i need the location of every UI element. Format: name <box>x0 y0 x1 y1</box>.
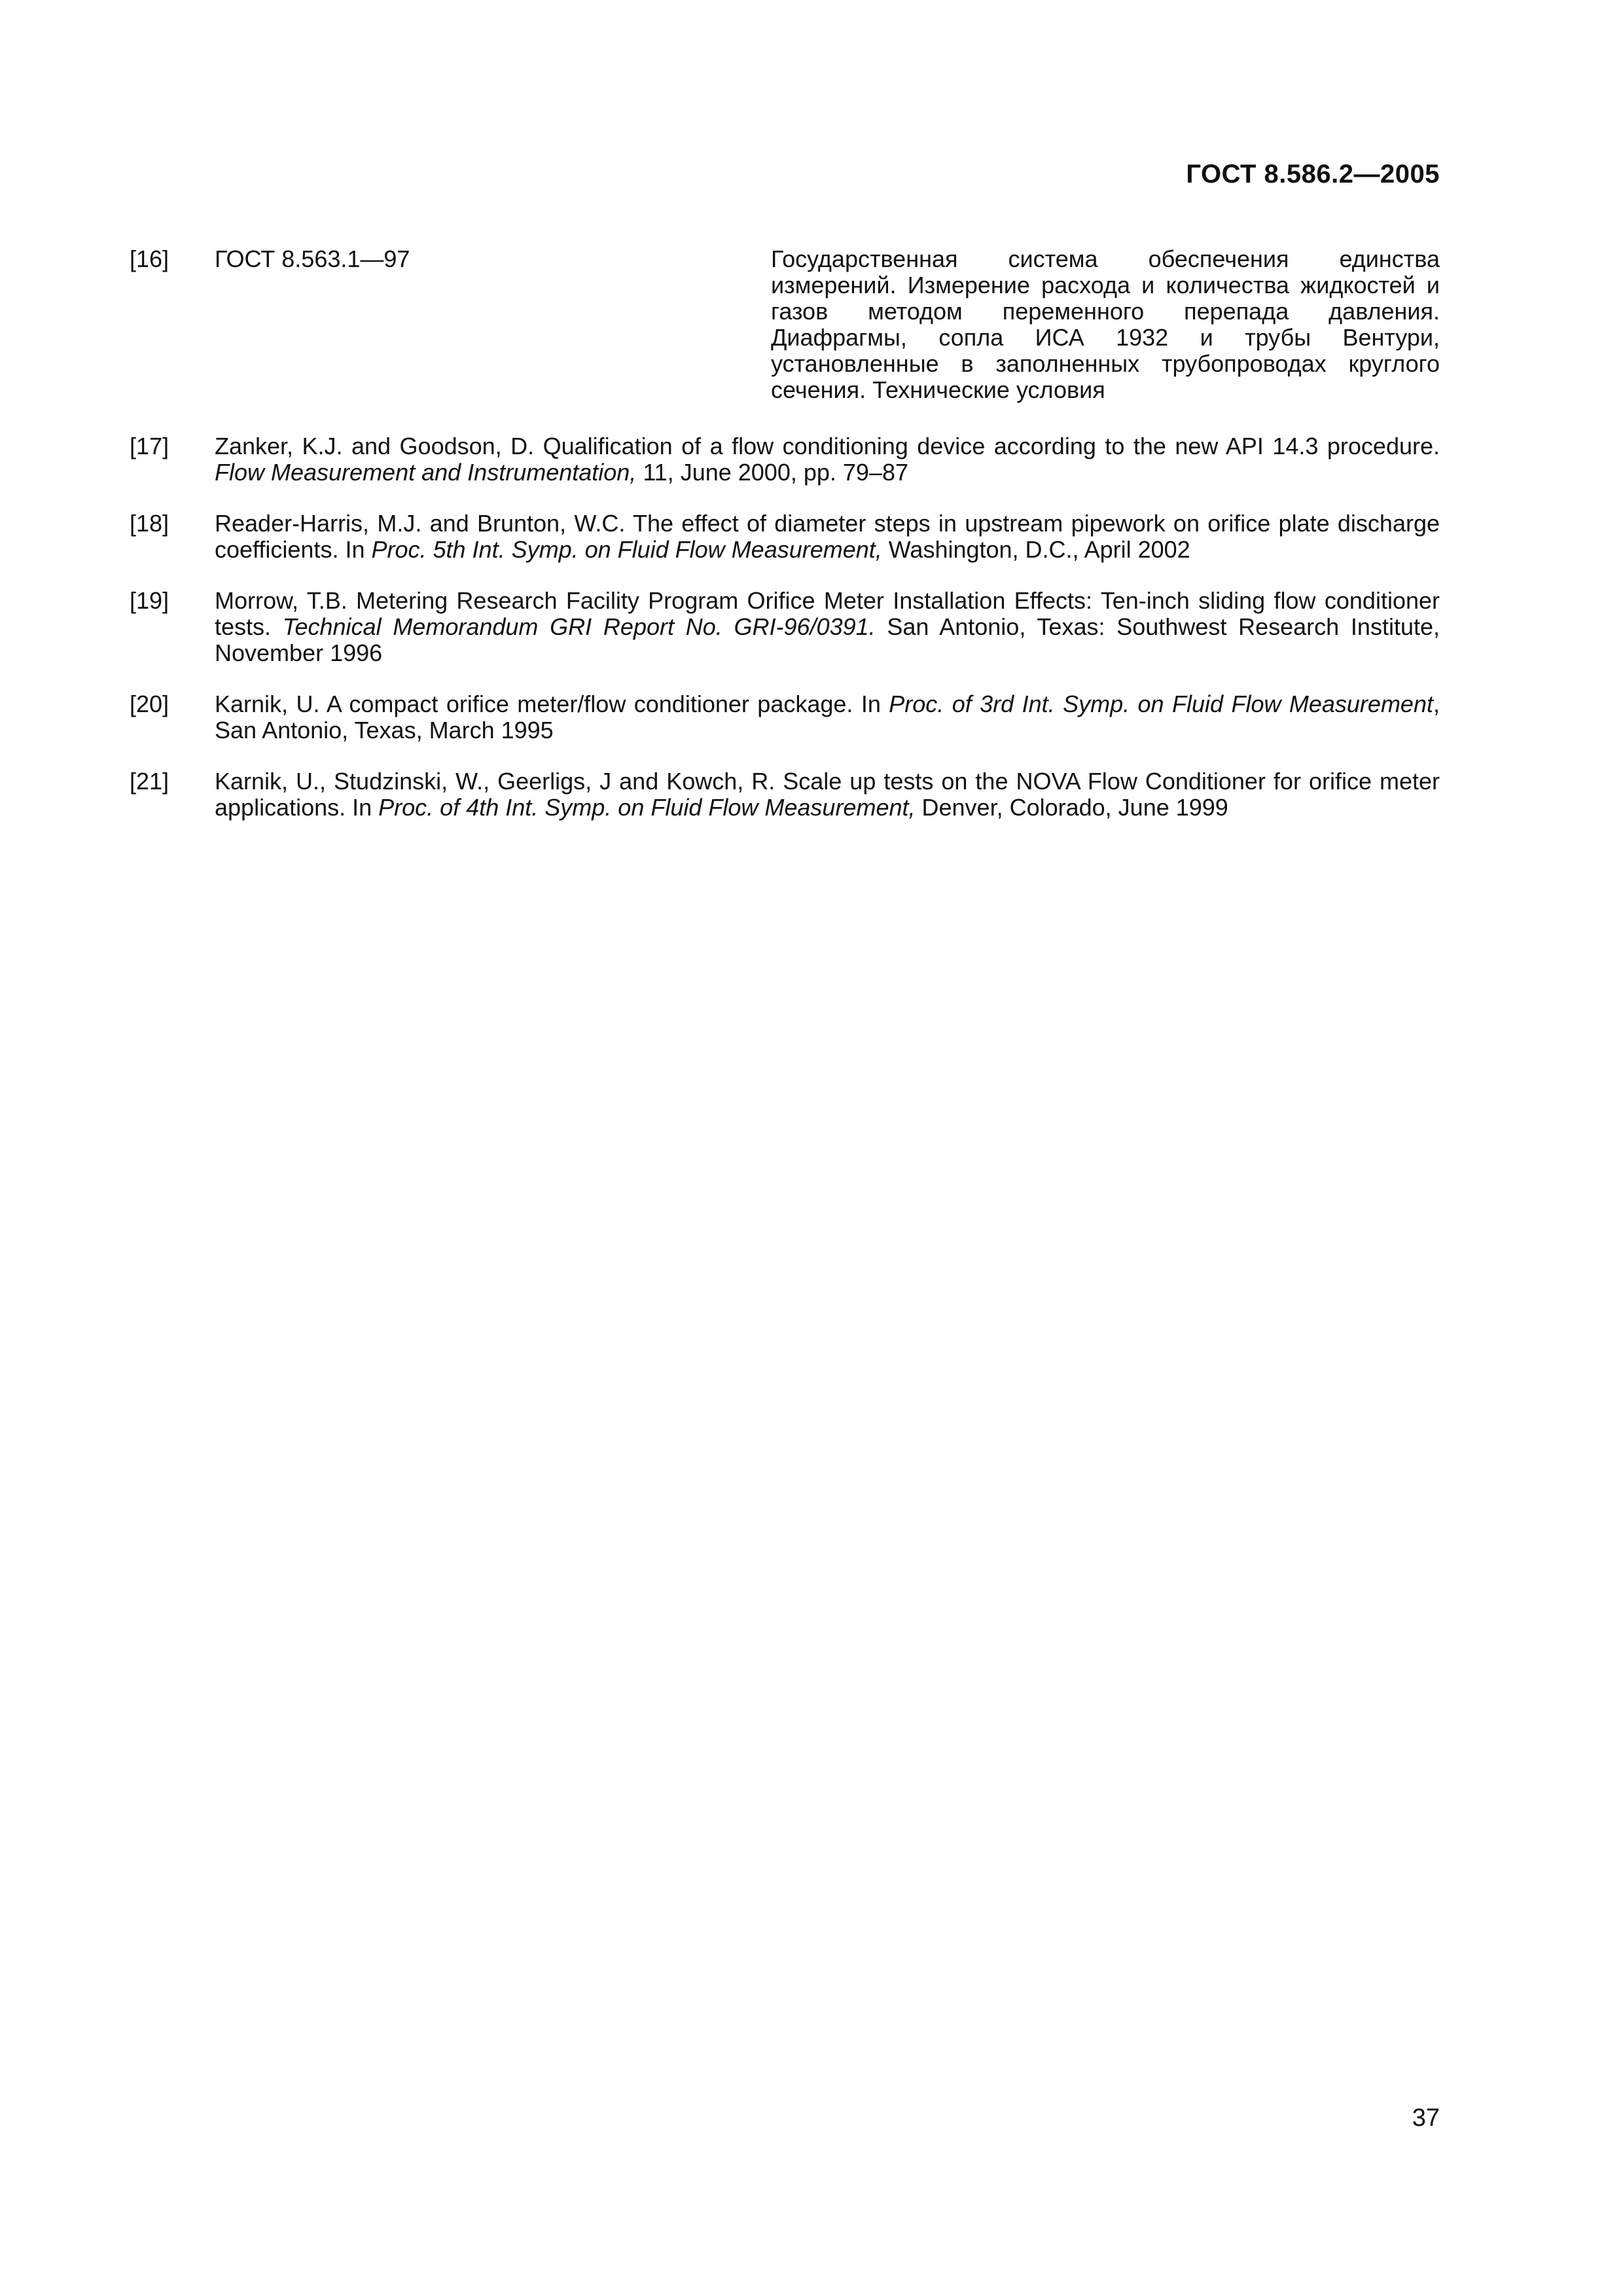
bibliography-list <box>130 246 1440 821</box>
reference-text-part: Zanker, K.J. and Goodson, D. Qualification of a flow conditioning device according to the new API 14.3 procedure. <box>215 433 1440 459</box>
reference-text <box>215 691 1440 744</box>
reference-text <box>215 768 1440 821</box>
reference-item-17 <box>130 433 1440 486</box>
reference-number: [21] <box>130 768 169 795</box>
reference-number: [19] <box>130 587 169 614</box>
reference-text <box>215 588 1440 666</box>
reference-text-part: San Antonio, Texas: Southwest Research Institute, November 1996 <box>215 613 1440 666</box>
reference-text <box>215 433 1440 486</box>
reference-text-part: Karnik, U. A compact orifice meter/flow conditioner package. In <box>215 691 889 717</box>
reference-proceedings-title: Proc. of 3rd Int. Symp. on Fluid Flow Measurement <box>889 691 1433 717</box>
document-header-standard: ГОСТ 8.586.2—2005 <box>1186 160 1440 188</box>
page-number: 37 <box>1412 2104 1440 2132</box>
reference-text-part: Reader-Harris, M.J. and Brunton, W.C. The effect of diameter steps in upstream pipework on orifice plate discharge coefficients. In <box>215 510 1440 563</box>
reference-number: [17] <box>130 433 169 459</box>
reference-report-title: Technical Memorandum GRI Report No. GRI-96/0391. <box>282 613 876 640</box>
reference-number: [18] <box>130 510 169 537</box>
reference-item-19 <box>130 588 1440 666</box>
reference-proceedings-title: Proc. 5th Int. Symp. on Fluid Flow Measurement, <box>371 536 882 563</box>
reference-standard-code: ГОСТ 8.563.1—97 <box>215 245 410 272</box>
reference-item-20 <box>130 691 1440 744</box>
reference-text-part: Washington, D.C., April 2002 <box>882 536 1190 563</box>
reference-number: [16] <box>130 245 169 272</box>
reference-number: [20] <box>130 691 169 717</box>
reference-text-part: , San Antonio, Texas, March 1995 <box>215 691 1440 744</box>
reference-text-part: Morrow, T.B. Metering Research Facility Program Orifice Meter Installation Effects: Ten-inch sliding flow conditioner tests. <box>215 587 1440 640</box>
reference-journal-title: Flow Measurement and Instrumentation, <box>215 459 637 486</box>
reference-text-part: 11, June 2000, pp. 79–87 <box>636 459 908 486</box>
reference-text-part: Karnik, U., Studzinski, W., Geerligs, J and Kowch, R. Scale up tests on the NOVA Flow Conditioner for orifice meter applications. In <box>215 768 1440 821</box>
reference-item-16 <box>130 246 1440 412</box>
reference-proceedings-title: Proc. of 4th Int. Symp. on Fluid Flow Measurement, <box>378 794 916 821</box>
reference-item-21 <box>130 768 1440 821</box>
reference-text-part: Denver, Colorado, June 1999 <box>915 794 1228 821</box>
reference-standard-title: Государственная система обеспечения единства измерений. Измерение расхода и количества жидкостей и газов методом переменного перепада давления. Диафрагмы, сопла ИСА 1932 и трубы Вентури, установленные в заполненных трубопроводах круглого сечения. Технические условия <box>771 245 1440 403</box>
reference-text <box>215 511 1440 563</box>
reference-item-18 <box>130 511 1440 563</box>
